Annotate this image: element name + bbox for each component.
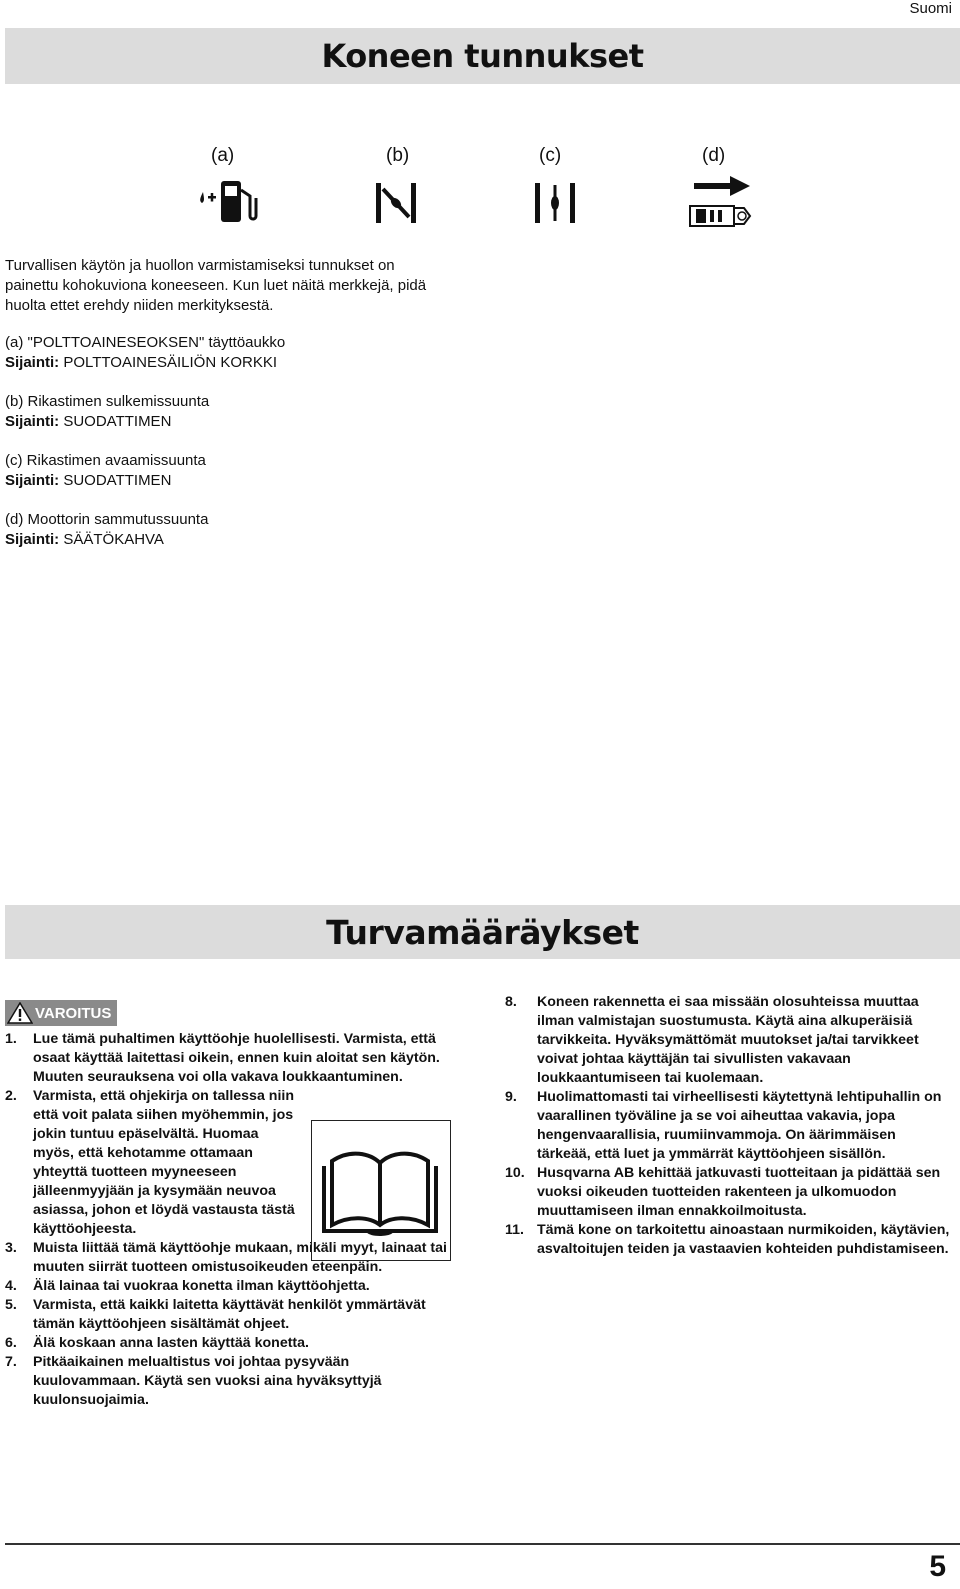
- entry-description: (c) Rikastimen avaamissuunta: [5, 452, 206, 469]
- entry-description: (d) Moottorin sammutussuunta: [5, 511, 209, 528]
- entry-location: SUODATTIMEN: [63, 413, 172, 430]
- entry-description: (a) "POLTTOAINESEOKSEN" täyttöaukko: [5, 334, 286, 351]
- intro-paragraph: Turvallisen käytön ja huollon varmistamiseksi tunnukset on painettu kohokuviona koneeseen. Kun luet näitä merkkejä, pidä huolta ettet erehdy niiden merkityksestä.: [5, 257, 427, 314]
- list-item: 11. Tämä kone on tarkoitettu ainoastaan nurmikoiden, käytävien, asvaltoitujen teiden ja vastaavien kohteiden puhdistamiseen.: [505, 1222, 950, 1257]
- symbol-label-c: (c): [539, 145, 562, 166]
- symbol-label-a: (a): [211, 145, 235, 166]
- entry-location: POLTTOAINESÄILIÖN KORKKI: [63, 354, 278, 371]
- language-label: Suomi: [909, 0, 952, 17]
- list-item: 3. Muista liittää tämä käyttöohje mukaan, mikäli myyt, lainaat tai muuten siirrät tuotteen omistusoikeuden eteenpäin.: [5, 1240, 447, 1275]
- symbol-entry-b: [5, 392, 209, 432]
- entry-location: SÄÄTÖKAHVA: [63, 531, 164, 548]
- entry-location: SUODATTIMEN: [63, 472, 172, 489]
- choke-open-icon: [533, 180, 579, 226]
- location-key: Sijainti:: [5, 472, 60, 489]
- symbol-label-d: (d): [702, 145, 726, 166]
- symbol-entry-c: [5, 451, 206, 491]
- list-item: 10. Husqvarna AB kehittää jatkuvasti tuotteitaan ja pidättää sen vuoksi oikeuden tuotteiden rakenteen ja ulkomuodon muuttamiseen ilman ennakkoilmoitusta.: [505, 1165, 941, 1219]
- safety-list-right: [505, 993, 952, 1259]
- page-number: 5: [929, 1550, 946, 1583]
- list-item: 7. Pitkäaikainen melualtistus voi johtaa pysyvään kuulovammaan. Käytä sen vuoksi aina hyväksyttyjä kuulonsuojaimia.: [5, 1354, 382, 1408]
- section-header-safety: [5, 905, 960, 959]
- list-item: 4. Älä lainaa tai vuokraa konetta ilman käyttöohjetta.: [5, 1278, 370, 1294]
- location-key: Sijainti:: [5, 413, 60, 430]
- open-book-icon: [312, 1121, 449, 1259]
- choke-close-icon: [374, 180, 420, 226]
- manual-book-icon: [311, 1120, 451, 1261]
- symbol-entry-a: [5, 333, 285, 373]
- warning-triangle-icon: [7, 1002, 33, 1024]
- list-item: 2. Varmista, että ohjekirja on tallessa niin että voit palata siihen myöhemmin, jos jokin tuntuu epäselvältä. Huomaa myös, että kehotamme ottamaan yhteyttä tuotteen myyneeseen jälleenmyyjään ja kysymään neuvoa asiassa, johon et löydä vastausta tästä käyttöohjeesta.: [5, 1088, 295, 1237]
- section-title-symbols: Koneen tunnukset: [321, 37, 644, 75]
- list-item: 8. Koneen rakennetta ei saa missään olosuhteissa muuttaa ilman valmistajan suostumusta. Käytä aina alkuperäisiä tarvikkeita. Hyväksymättömät muutokset ja/tai tarvikkeet voivat johtaa käyttäjän tai sivullisten vakavaan loukkaantumiseen tai kuolemaan.: [505, 994, 919, 1086]
- symbol-label-b: (b): [386, 145, 410, 166]
- fuel-pump-icon: [196, 176, 266, 226]
- warning-badge: [5, 1000, 117, 1026]
- location-key: Sijainti:: [5, 354, 60, 371]
- list-item: 1. Lue tämä puhaltimen käyttöohje huolellisesti. Varmista, että osaat käyttää laitettasi oikein, ennen kuin aloitat sen käytön. Muuten seurauksena voi olla vakava loukkaantuminen.: [5, 1031, 440, 1085]
- entry-description: (b) Rikastimen sulkemissuunta: [5, 393, 210, 410]
- list-item: 5. Varmista, että kaikki laitetta käyttävät henkilöt ymmärtävät tämän käyttöohjeen sisältämät ohjeet.: [5, 1297, 426, 1332]
- symbol-entry-d: [5, 510, 208, 550]
- section-header-symbols: [5, 28, 960, 84]
- footer-divider: [5, 1543, 960, 1545]
- warning-label: VAROITUS: [35, 1004, 112, 1022]
- engine-stop-arrow-icon: [688, 174, 754, 230]
- location-key: Sijainti:: [5, 531, 60, 548]
- section-title-safety: Turvamääräykset: [326, 912, 639, 952]
- list-item: 6. Älä koskaan anna lasten käyttää konetta.: [5, 1335, 309, 1351]
- list-item: 9. Huolimattomasti tai virheellisesti käytettynä lehtipuhallin on vaarallinen työväline ja se voi aiheuttaa vakavia, jopa hengenvaarallisia, ruumiinvammoja. On äärimmäisen tärkeää, että luet ja ymmärrät käyttöohjeen sisällön.: [505, 1089, 942, 1162]
